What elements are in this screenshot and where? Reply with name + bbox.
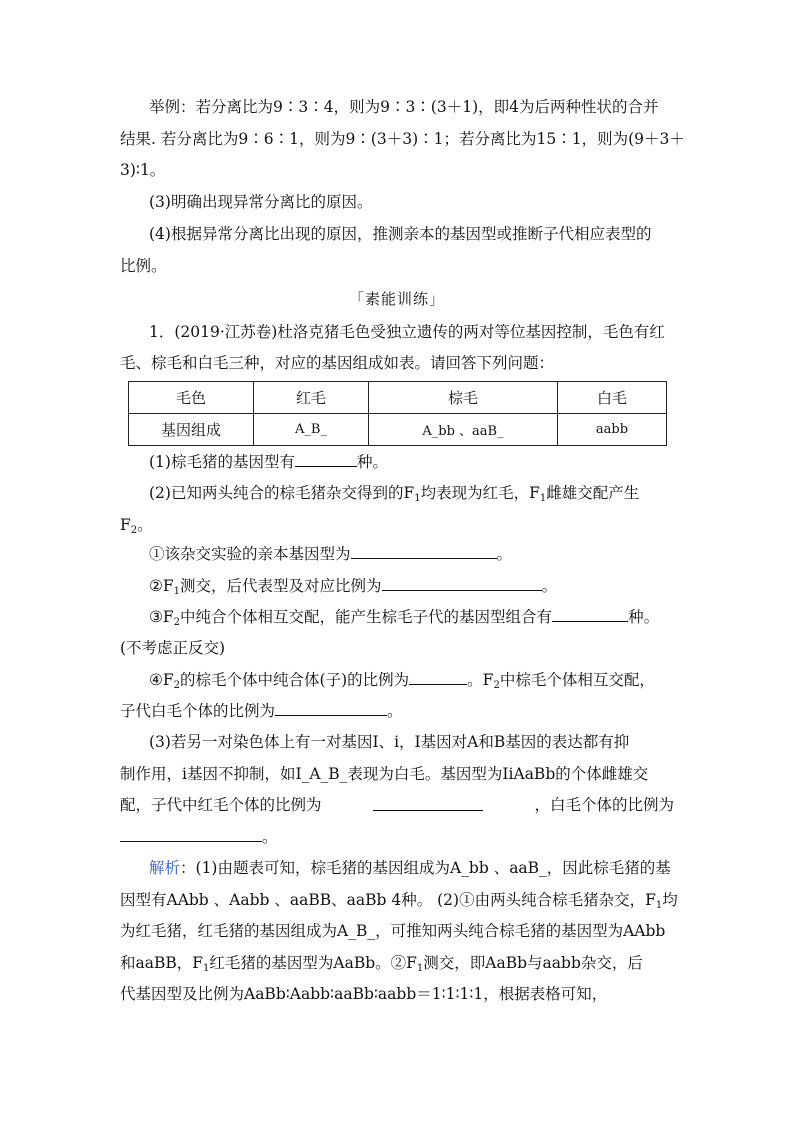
intro-line-3: 3)∶1。 xyxy=(120,161,166,179)
subquestion-3-line-3: 配，子代中红毛个体的比例为 ，白毛个体的比例为 xyxy=(120,796,674,814)
question-1-line-2: 毛、棕毛和白毛三种，对应的基因组成如表。请回答下列问题： xyxy=(120,354,555,372)
item-4: $④F_2$的棕毛个体中纯合体(子)的比例为 。$F_2$中棕毛个体相互交配， xyxy=(149,671,655,691)
subquestion-2-cont: $F_2$。 xyxy=(120,516,153,536)
answer-line-1: 解析：(1)由题表可知，棕毛猪的基因组成为A_bb 、aaB_，因此棕毛猪的基 xyxy=(149,859,671,877)
table-cell: A_B_ xyxy=(254,414,369,446)
answer-line-3: 为红毛猪，红毛猪的基因组成为A_B_，可推知两头纯合棕毛猪的基因型为AAbb xyxy=(120,922,666,940)
answer-blank[interactable] xyxy=(552,606,628,622)
table-cell: 毛色 xyxy=(129,382,254,414)
genotype-table xyxy=(128,381,667,446)
table-cell: 白毛 xyxy=(558,382,667,414)
intro-point-4b: 比例。 xyxy=(120,257,167,275)
item-2: $②F_1$测交，后代表型及对应比例为 。 xyxy=(149,577,558,597)
table-cell: 红毛 xyxy=(254,382,369,414)
answer-blank[interactable] xyxy=(351,543,497,559)
subquestion-3-line-4: 。 xyxy=(120,826,278,847)
subquestion-2: (2)已知两头纯合的棕毛猪杂交得到的$F_1$均表现为红毛，$F_1$雌雄交配产生 xyxy=(149,484,640,504)
item-3: $③F_2$中纯合个体相互交配，能产生棕毛子代的基因型组合有 种。 xyxy=(149,608,660,628)
intro-point-3: (3)明确出现异常分离比的原因。 xyxy=(149,193,373,211)
subquestion-1: (1)棕毛猪的基因型有 种。 xyxy=(149,453,388,471)
table-cell: aabb xyxy=(558,414,667,446)
answer-blank[interactable] xyxy=(120,826,262,842)
item-4-cont: 子代白毛个体的比例为 。 xyxy=(120,702,403,720)
question-1-line-1: 1．(2019·江苏卷)杜洛克猪毛色受独立遗传的两对等位基因控制，毛色有红 xyxy=(149,323,665,341)
answer-blank[interactable] xyxy=(409,669,467,685)
table-row xyxy=(129,414,667,446)
answer-blank[interactable] xyxy=(275,700,387,716)
item-1: ①该杂交实验的亲本基因型为 。 xyxy=(149,545,513,563)
item-3-note: (不考虑正反交) xyxy=(120,639,226,657)
table-cell: A_bb 、aaB_ xyxy=(369,414,558,446)
answer-blank[interactable] xyxy=(295,451,357,467)
subquestion-3-line-1: (3)若另一对染色体上有一对基因Ⅰ、i，Ⅰ基因对A和B基因的表达都有抑 xyxy=(149,733,630,751)
answer-label: 解析 xyxy=(149,859,181,877)
answer-blank[interactable] xyxy=(382,575,542,591)
answer-line-4: 和aaBB，$F_1$红毛猪的基因型为AaBb。$②F_1$测交，即AaBb与aabb杂交，后 xyxy=(120,954,643,974)
answer-line-2: 因型有AAbb 、Aabb 、aaBB、aaBb 4种。 (2)①由两头纯合棕毛猪杂交，$F_1$均 xyxy=(120,891,678,911)
table-cell: 棕毛 xyxy=(369,382,558,414)
intro-point-4a: (4)根据异常分离比出现的原因，推测亲本的基因型或推断子代相应表型的 xyxy=(149,225,652,243)
answer-blank[interactable] xyxy=(373,795,483,811)
intro-line-2: 结果. 若分离比为9∶6∶1，则为9∶(3＋3)∶1；若分离比为15∶1，则为(9＋3＋ xyxy=(120,130,685,148)
subquestion-3-line-2: 制作用，i基因不抑制，如Ⅰ_A_B_表现为白毛。基因型为IiAaBb的个体雌雄交 xyxy=(120,765,649,783)
answer-line-5: 代基因型及比例为AaBb∶Aabb∶aaBb∶aabb＝1∶1∶1∶1，根据表格可知， xyxy=(120,985,608,1003)
section-heading: 「素能训练」 xyxy=(348,290,445,308)
intro-line-1: 举例：若分离比为9∶3∶4，则为9∶3∶(3＋1)，即4为后两种性状的合并 xyxy=(149,98,659,116)
table-cell: 基因组成 xyxy=(129,414,254,446)
table-row xyxy=(129,382,667,414)
